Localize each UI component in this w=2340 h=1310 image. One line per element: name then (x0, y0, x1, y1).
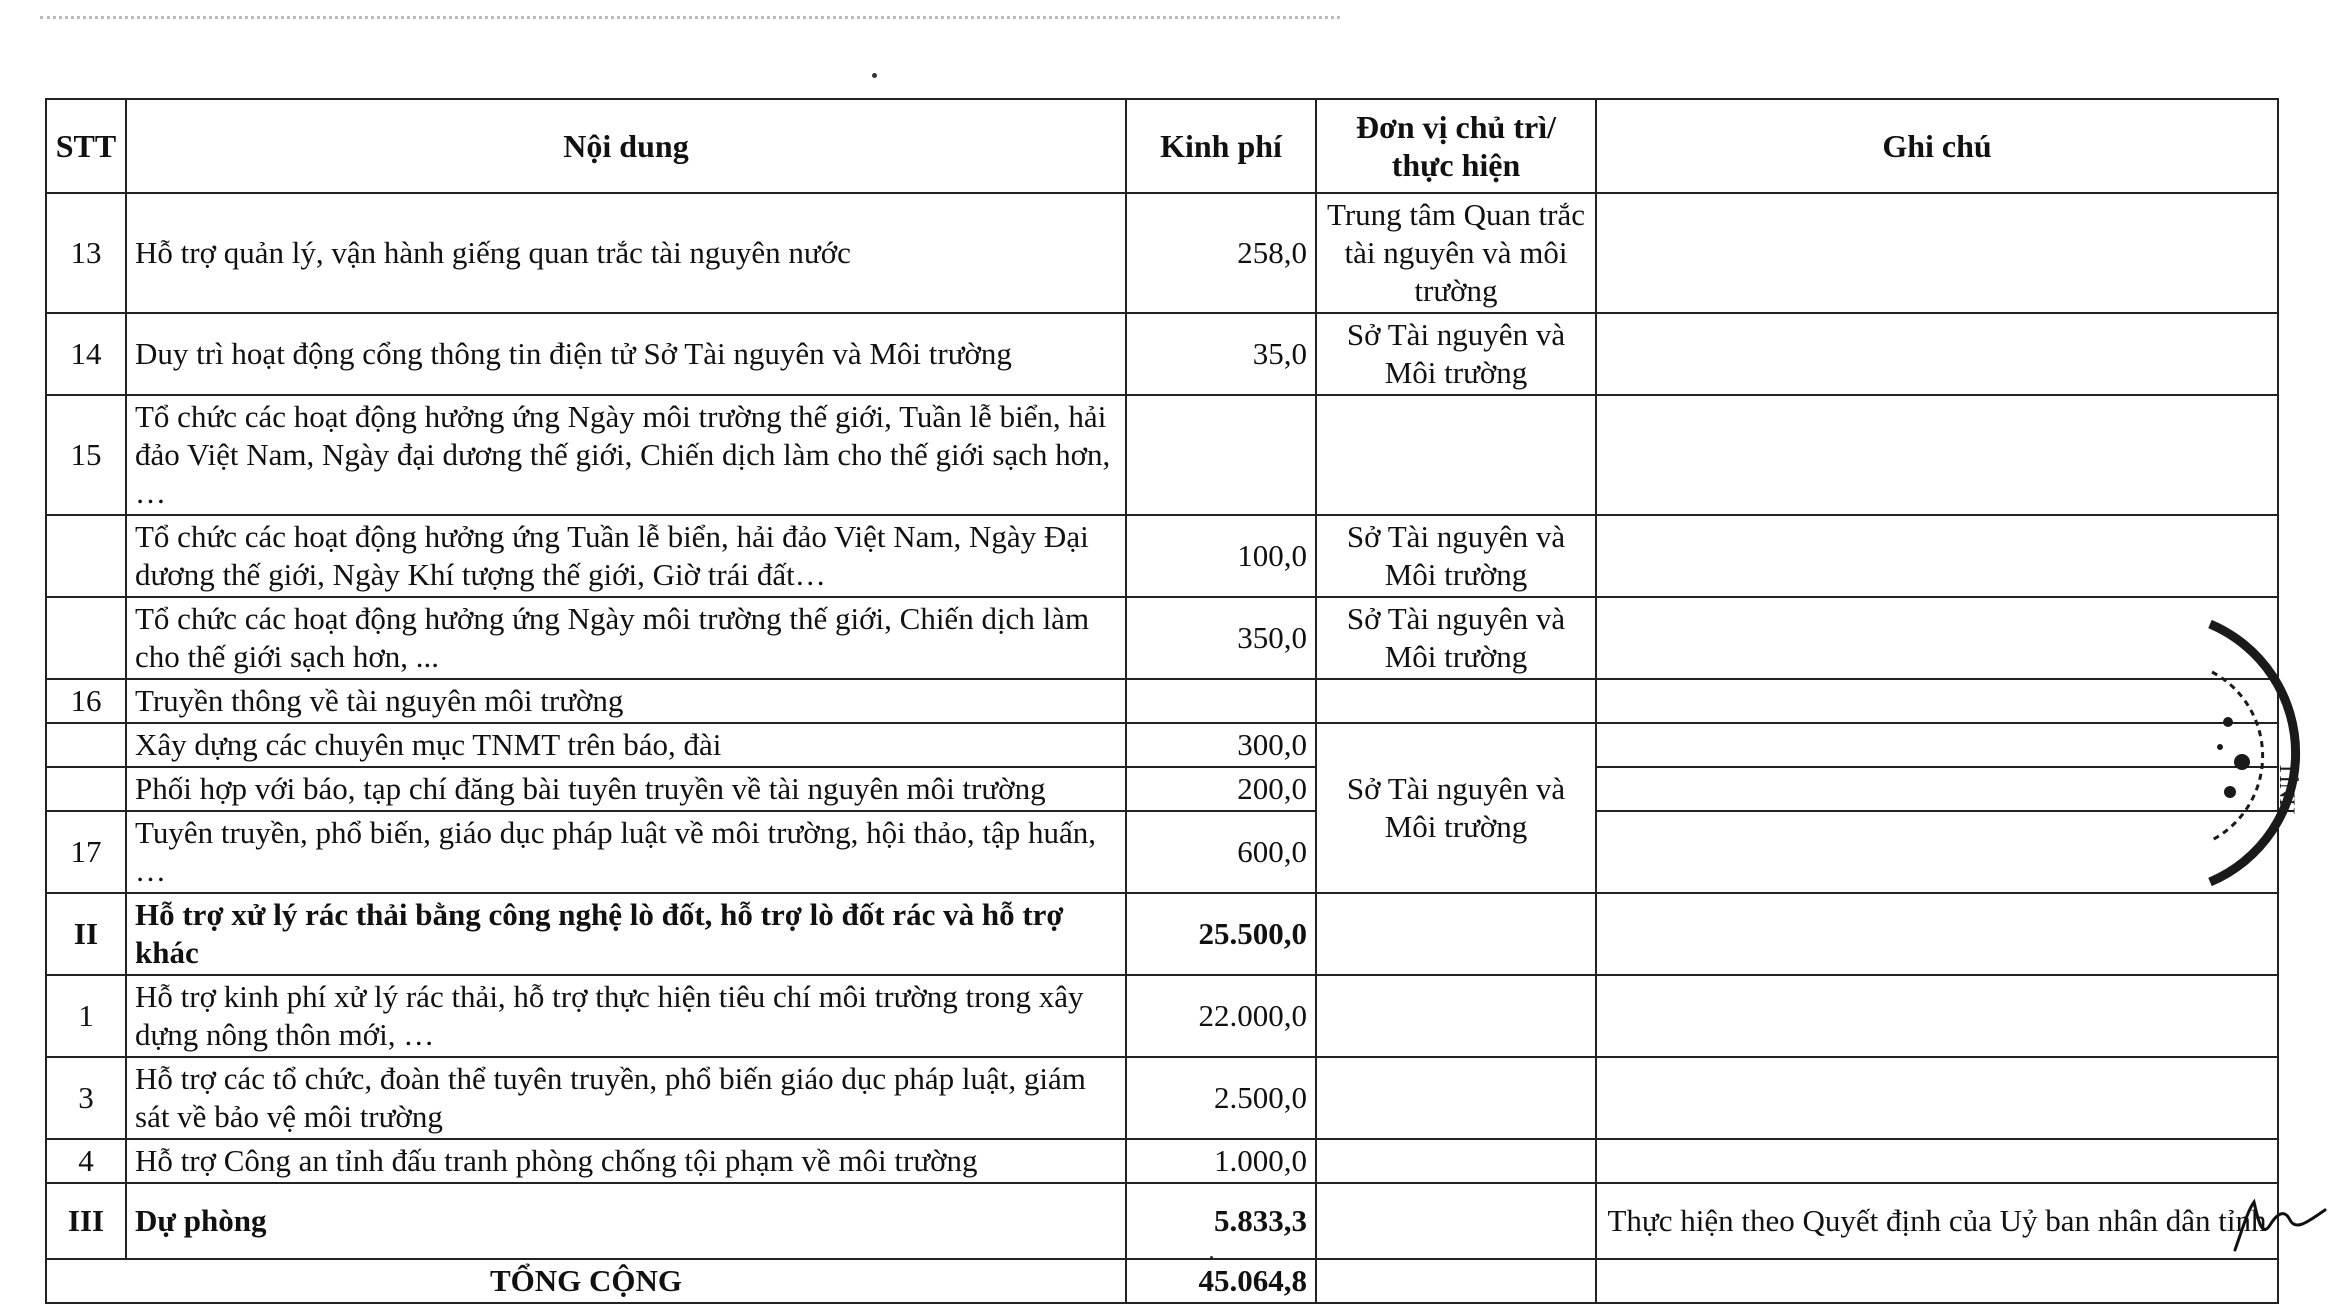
total-unit (1316, 1259, 1596, 1303)
row-cost: 350,0 (1126, 597, 1316, 679)
row-cost: 200,0 (1126, 767, 1316, 811)
row-note (1596, 723, 2278, 767)
seal-text: TỈNH (2275, 762, 2300, 815)
row-unit: Trung tâm Quan trắc tài nguyên và môi trường (1316, 193, 1596, 313)
row-content: Hỗ trợ Công an tỉnh đấu tranh phòng chống tội phạm về môi trường (126, 1139, 1126, 1183)
row-note (1596, 1139, 2278, 1183)
row-stt: 1 (46, 975, 126, 1057)
table-row (46, 515, 2278, 597)
scan-speck (872, 73, 877, 78)
header-cost: Kinh phí (1126, 99, 1316, 193)
header-note: Ghi chú (1596, 99, 2278, 193)
row-stt: 16 (46, 679, 126, 723)
row-content: Phối hợp với báo, tạp chí đăng bài tuyên truyền về tài nguyên môi trường (126, 767, 1126, 811)
row-unit (1316, 975, 1596, 1057)
row-content: Hỗ trợ các tổ chức, đoàn thể tuyên truyền, phổ biến giáo dục pháp luật, giám sát về bảo vệ môi trường (126, 1057, 1126, 1139)
table-row-section (46, 893, 2278, 975)
row-note (1596, 975, 2278, 1057)
row-stt (46, 515, 126, 597)
row-cost: 25.500,0 (1126, 893, 1316, 975)
row-cost (1126, 679, 1316, 723)
row-stt: III (46, 1183, 126, 1259)
table-row (46, 679, 2278, 723)
row-stt: II (46, 893, 126, 975)
table-row (46, 975, 2278, 1057)
table-row (46, 193, 2278, 313)
row-unit (1316, 1057, 1596, 1139)
row-stt: 17 (46, 811, 126, 893)
row-cost: 22.000,0 (1126, 975, 1316, 1057)
row-stt (46, 767, 126, 811)
header-unit: Đơn vị chủ trì/ thực hiện (1316, 99, 1596, 193)
row-stt: 15 (46, 395, 126, 515)
row-content: Hỗ trợ kinh phí xử lý rác thải, hỗ trợ thực hiện tiêu chí môi trường trong xây dựng nông thôn mới, … (126, 975, 1126, 1057)
budget-table (45, 98, 2279, 1304)
row-note (1596, 395, 2278, 515)
total-cost: 45.064,8 (1126, 1259, 1316, 1303)
signature-initials (2230, 1190, 2330, 1260)
total-note (1596, 1259, 2278, 1303)
row-cost: 300,0 (1126, 723, 1316, 767)
row-cost: 2.500,0 (1126, 1057, 1316, 1139)
row-cost: 1.000,0 (1126, 1139, 1316, 1183)
row-content: Truyền thông về tài nguyên môi trường (126, 679, 1126, 723)
row-content: Tổ chức các hoạt động hưởng ứng Ngày môi trường thế giới, Chiến dịch làm cho thế giới sạch hơn, ... (126, 597, 1126, 679)
table-row (46, 1139, 2278, 1183)
row-stt: 4 (46, 1139, 126, 1183)
row-unit (1316, 679, 1596, 723)
table-row (46, 1057, 2278, 1139)
row-unit: Sở Tài nguyên và Môi trường (1316, 515, 1596, 597)
row-cost: 35,0 (1126, 313, 1316, 395)
row-unit: Sở Tài nguyên và Môi trường (1316, 313, 1596, 395)
row-note (1596, 811, 2278, 893)
table-row-section (46, 1183, 2278, 1259)
row-note (1596, 1057, 2278, 1139)
row-note (1596, 597, 2278, 679)
table-row (46, 723, 2278, 767)
table-header-row (46, 99, 2278, 193)
total-label: TỔNG CỘNG (46, 1259, 1126, 1303)
scan-artifact-line (40, 16, 1340, 23)
row-content: Tổ chức các hoạt động hưởng ứng Tuần lễ biển, hải đảo Việt Nam, Ngày Đại dương thế giới, Ngày Khí tượng thế giới, Giờ trái đất… (126, 515, 1126, 597)
table-row (46, 597, 2278, 679)
row-content: Hỗ trợ quản lý, vận hành giếng quan trắc tài nguyên nước (126, 193, 1126, 313)
row-unit (1316, 1183, 1596, 1259)
row-note (1596, 767, 2278, 811)
row-cost: 100,0 (1126, 515, 1316, 597)
row-content: Dự phòng (126, 1183, 1126, 1259)
row-note (1596, 515, 2278, 597)
header-content: Nội dung (126, 99, 1126, 193)
row-unit (1316, 395, 1596, 515)
row-content: Xây dựng các chuyên mục TNMT trên báo, đài (126, 723, 1126, 767)
red-seal-stamp-fragment (2190, 612, 2340, 892)
row-content: Duy trì hoạt động cổng thông tin điện tử Sở Tài nguyên và Môi trường (126, 313, 1126, 395)
row-note (1596, 679, 2278, 723)
row-stt: 13 (46, 193, 126, 313)
row-unit (1316, 893, 1596, 975)
row-note: Thực hiện theo Quyết định của Uỷ ban nhân dân tỉnh (1596, 1183, 2278, 1259)
row-stt (46, 723, 126, 767)
row-unit (1316, 1139, 1596, 1183)
row-stt: 3 (46, 1057, 126, 1139)
table-row (46, 395, 2278, 515)
row-note (1596, 893, 2278, 975)
row-cost: 5.833,3 (1126, 1183, 1316, 1259)
row-cost: 258,0 (1126, 193, 1316, 313)
header-stt: STT (46, 99, 126, 193)
row-cost: 600,0 (1126, 811, 1316, 893)
table-row (46, 767, 2278, 811)
row-cost (1126, 395, 1316, 515)
row-stt (46, 597, 126, 679)
row-note (1596, 313, 2278, 395)
row-content: Tuyên truyền, phổ biến, giáo dục pháp luật về môi trường, hội thảo, tập huấn, … (126, 811, 1126, 893)
row-note (1596, 193, 2278, 313)
row-unit: Sở Tài nguyên và Môi trường (1316, 597, 1596, 679)
table-row (46, 313, 2278, 395)
table-row (46, 811, 2278, 893)
row-content: Tổ chức các hoạt động hưởng ứng Ngày môi trường thế giới, Tuần lễ biển, hải đảo Việt Nam, Ngày đại dương thế giới, Chiến dịch làm cho thế giới sạch hơn, … (126, 395, 1126, 515)
row-stt: 14 (46, 313, 126, 395)
merged-unit-cell: Sở Tài nguyên và Môi trường (1316, 723, 1596, 893)
row-content: Hỗ trợ xử lý rác thải bằng công nghệ lò đốt, hỗ trợ lò đốt rác và hỗ trợ khác (126, 893, 1126, 975)
table-total-row (46, 1259, 2278, 1303)
